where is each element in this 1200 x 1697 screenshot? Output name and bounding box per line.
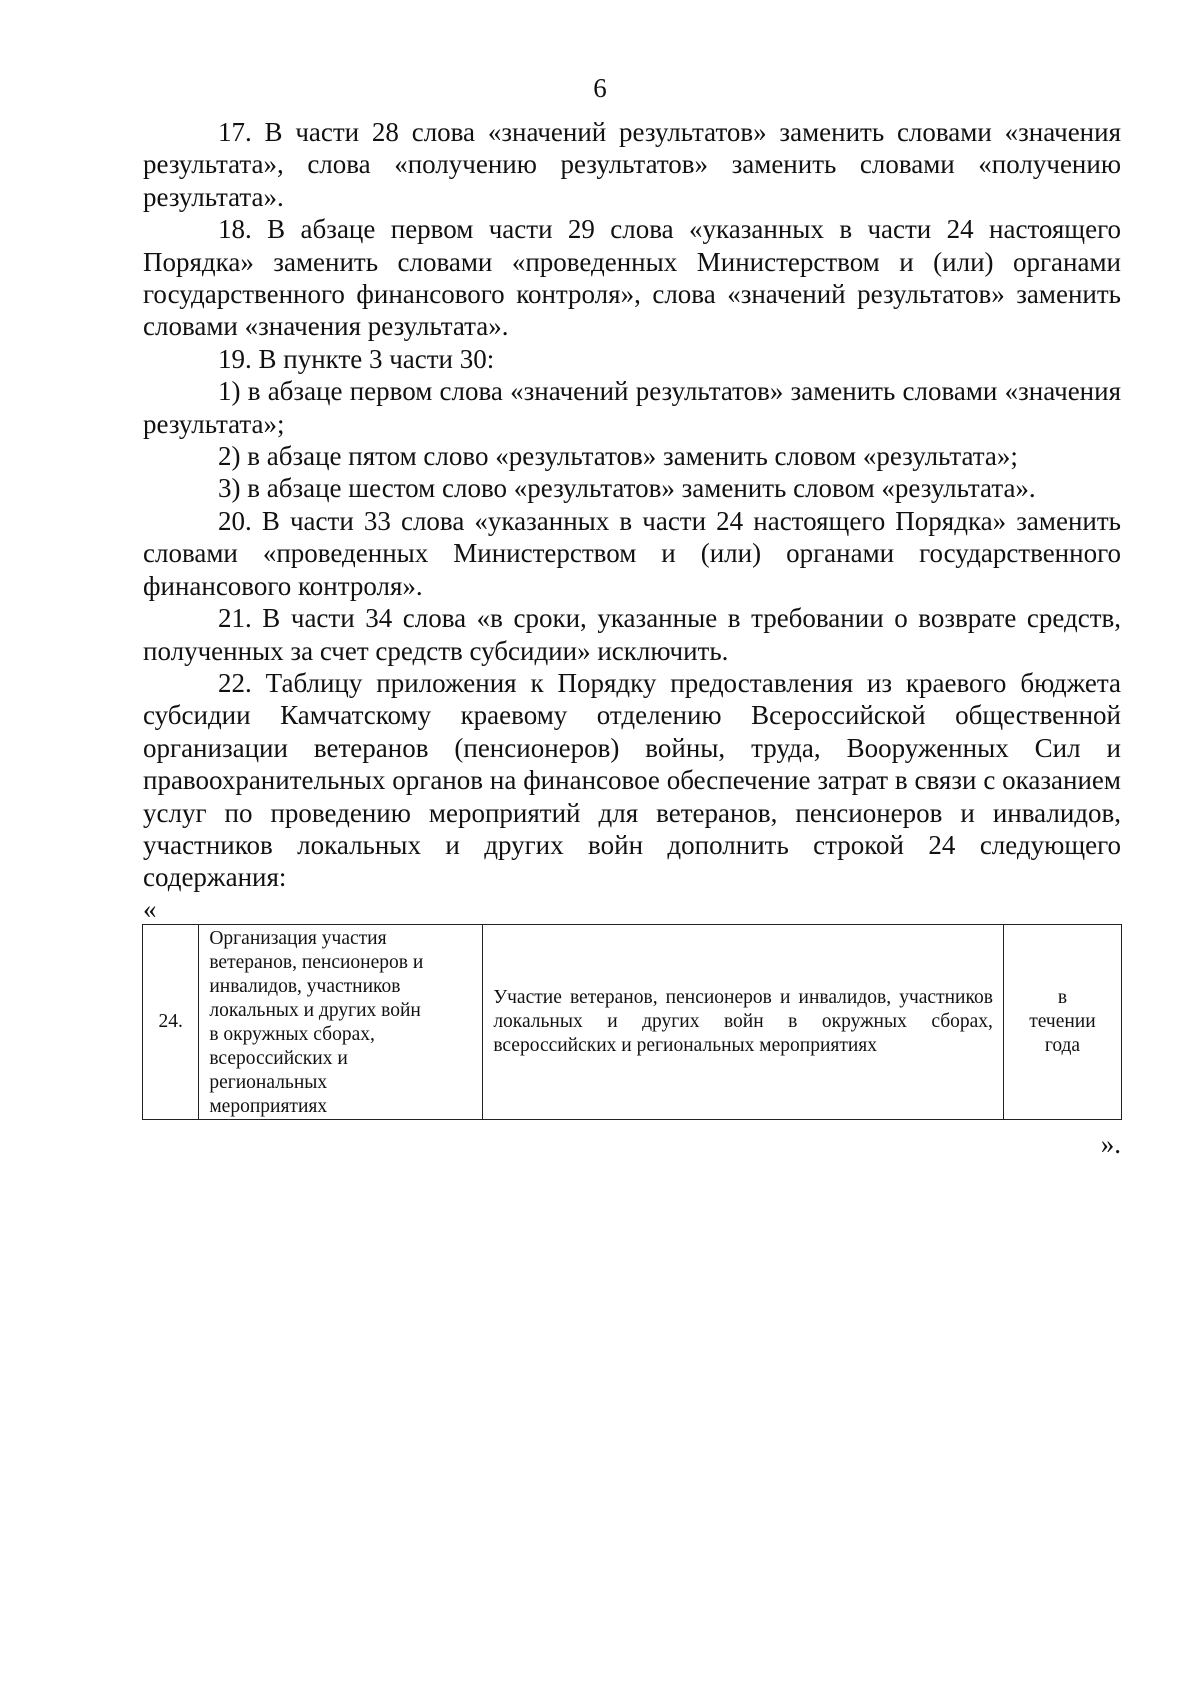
paragraph: 20. В части 33 слова «указанных в части 24 настоящего Порядка» заменить словами «проведенных Министерством и (или) органами государственного финансового контроля». [143, 505, 1121, 601]
row-name-line: в окружных сборах, [209, 1023, 375, 1045]
row-name-line: региональных [209, 1071, 328, 1093]
row-number: 24. [143, 924, 199, 1119]
row-name-line: локальных и других войн [209, 999, 421, 1021]
opening-quote: « [143, 893, 157, 924]
paragraph: 19. В пункте 3 части 30: [218, 343, 495, 374]
row-term [1003, 924, 1121, 1119]
table-row [143, 924, 1122, 1119]
paragraph: 21. В части 34 слова «в сроки, указанные в требовании о возврате средств, полученных за счет средств субсидии» исключить. [143, 603, 1121, 666]
appendix-table [142, 924, 1122, 1120]
paragraph: 22. Таблицу приложения к Порядку предоставления из краевого бюджета субсидии Камчатскому краевому отделению Всероссийской общественной организации ветеранов (пенсионеров) войны, труда, Вооруженных Сил и правоохранительных органов на финансовое обеспечение затрат в связи с оказанием услуг по проведению мероприятий для ветеранов, пенсионеров и инвалидов, участников локальных и других войн дополнить строкой 24 следующего содержания: [143, 667, 1121, 893]
document-body [143, 116, 1121, 1164]
paragraph-list [143, 116, 1121, 894]
paragraph: 2) в абзаце пятом слово «результатов» заменить словом «результата»; [218, 441, 1018, 472]
row-name-line: инвалидов, участников [209, 975, 401, 997]
page-number: 6 [593, 73, 607, 103]
paragraph: 3) в абзаце шестом слово «результатов» заменить словом «результата». [218, 473, 1036, 504]
paragraph: 1) в абзаце первом слова «значений результатов» заменить словами «значения результата»; [143, 376, 1121, 439]
row-name-line: ветеранов, пенсионеров и [209, 951, 424, 973]
row-term-line: в [1057, 986, 1068, 1008]
row-name [199, 924, 483, 1119]
row-name-lines [209, 927, 468, 1119]
paragraph: 17. В части 28 слова «значений результатов» заменить словами «значения результата», слова «получению результатов» заменить словами «получению результата». [143, 117, 1121, 212]
row-description: Участие ветеранов, пенсионеров и инвалидов, участников локальных и других войн в окружных сборах, всероссийских и региональных мероприятиях [483, 924, 1004, 1119]
row-name-line: мероприятиях [209, 1095, 328, 1117]
closing-quote: ». [1100, 1128, 1121, 1159]
row-term-line: течении [1029, 1010, 1096, 1032]
row-term-lines [1008, 986, 1117, 1058]
row-term-line: года [1044, 1034, 1081, 1056]
row-name-line: всероссийских и [209, 1047, 348, 1069]
paragraph: 18. В абзаце первом части 29 слова «указанных в части 24 настоящего Порядка» заменить словами «проведенных Министерством и (или) органами государственного финансового контроля», слова «значений результатов» заменить словами «значения результата». [143, 214, 1121, 342]
row-name-line: Организация участия [209, 927, 387, 949]
